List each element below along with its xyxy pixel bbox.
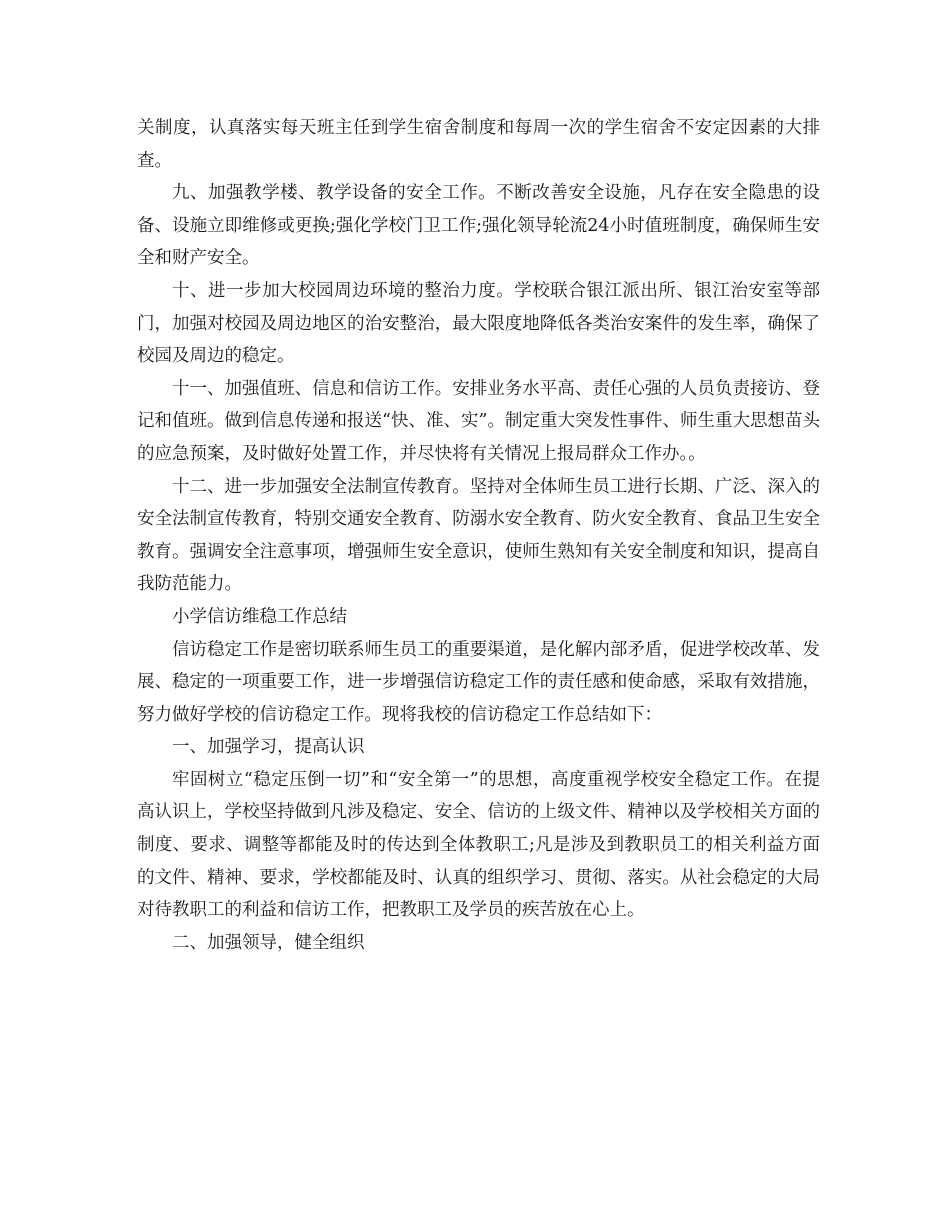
paragraph-item-11: 十一、加强值班、信息和信访工作。安排业务水平高、责任心强的人员负责接访、登记和值班。做到信息传递和报送“快、准、实”。制定重大突发性事件、师生重大思想苗头的应急预案，及时做好处置工作，并尽快将有关情况上报局群众工作办。。 (137, 378, 820, 464)
section-title: 小学信访维稳工作总结 (172, 606, 347, 627)
paragraph-dormitory-inspection: 关制度，认真落实每天班主任到学生宿舍制度和每周一次的学生宿舍不安定因素的大排查。 (137, 118, 820, 171)
heading-leadership-organization: 二、加强领导，健全组织 (172, 932, 365, 953)
paragraph-item-12: 十二、进一步加强安全法制宣传教育。坚持对全体师生员工进行长期、广泛、深入的安全法制宣传教育，特别交通安全教育、防溺水安全教育、防火安全教育、食品卫生安全教育。强调安全注意事项，增强师生安全意识，使师生熟知有关安全制度和知识，提高自我防范能力。 (137, 476, 820, 595)
paragraph-intro: 信访稳定工作是密切联系师生员工的重要渠道，是化解内部矛盾，促进学校改革、发展、稳定的一项重要工作，进一步增强信访稳定工作的责任感和使命感，采取有效措施，努力做好学校的信访稳定工作。现将我校的信访稳定工作总结如下： (137, 639, 820, 725)
heading-learning-awareness: 一、加强学习，提高认识 (172, 737, 365, 758)
document-body (137, 112, 820, 959)
paragraph-learning-awareness: 牢固树立“稳定压倒一切”和“安全第一”的思想，高度重视学校安全稳定工作。在提高认识上，学校坚持做到凡涉及稳定、安全、信访的上级文件、精神以及学校相关方面的制度、要求、调整等都能及时的传达到全体教职工;凡是涉及到教职员工的相关利益方面的文件、精神、要求，学校都能及时、认真的组织学习、贯彻、落实。从社会稳定的大局对待教职工的利益和信访工作，把教职工及学员的疾苦放在心上。 (137, 769, 820, 921)
paragraph-item-10: 十、进一步加大校园周边环境的整治力度。学校联合银江派出所、银江治安室等部门，加强对校园及周边地区的治安整治，最大限度地降低各类治安案件的发生率，确保了校园及周边的稳定。 (137, 280, 820, 367)
paragraph-item-9: 九、加强教学楼、教学设备的安全工作。不断改善安全设施，凡存在安全隐患的设备、设施立即维修或更换;强化学校门卫工作;强化领导轮流24小时值班制度，确保师生安全和财产安全。 (137, 183, 820, 269)
